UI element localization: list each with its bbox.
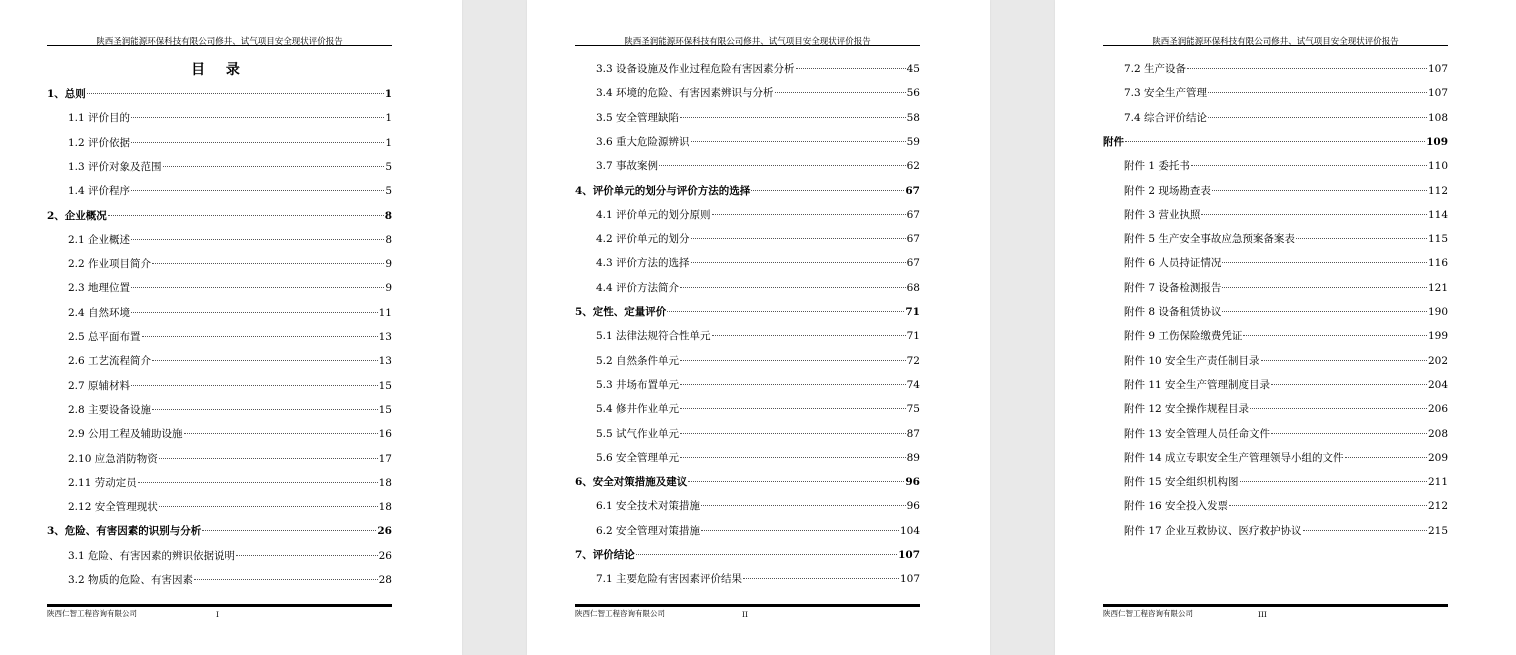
dot-leader (701, 504, 906, 506)
toc-entry-page: 9 (385, 258, 392, 271)
dot-leader (680, 407, 906, 409)
footer-company: 陕西仁智工程咨询有限公司 (47, 609, 137, 618)
dot-leader (743, 577, 899, 579)
toc-section-entry[interactable] (1124, 354, 1448, 368)
toc-entry-title: 附件 16 安全投入发票 (1124, 500, 1229, 513)
toc-entry-page: 15 (378, 379, 392, 392)
dot-leader (131, 384, 378, 386)
toc-section-entry[interactable] (68, 403, 392, 417)
toc-entry-page: 109 (1426, 135, 1448, 148)
toc-entry-title: 4.1 评价单元的划分原则 (596, 208, 711, 221)
toc-entry-title: 7.2 生产设备 (1124, 63, 1187, 75)
toc-entry-page: 107 (899, 573, 920, 586)
dot-leader (680, 432, 906, 434)
toc-entry-title: 7、评价结论 (575, 549, 635, 561)
toc-chapter-entry[interactable] (575, 475, 920, 489)
toc-entry-title: 2.2 作业项目简介 (68, 258, 152, 271)
dot-leader (1229, 504, 1427, 506)
toc-section-entry[interactable] (596, 135, 920, 149)
toc-entry-title: 附件 8 设备租赁协议 (1124, 306, 1222, 318)
header-rule (47, 45, 392, 46)
toc-section-entry[interactable] (1124, 208, 1448, 222)
dot-leader (152, 262, 384, 264)
dot-leader (108, 214, 384, 216)
running-header: 陕西圣润能源环保科技有限公司修井、试气项目安全现状评价报告 (624, 37, 871, 47)
dot-leader (1187, 67, 1427, 69)
toc-entry-title: 附件 11 安全生产管理制度目录 (1124, 378, 1271, 391)
toc-entry-page: 8 (385, 233, 392, 246)
toc-chapter-entry[interactable] (575, 305, 920, 319)
toc-entry-page: 108 (1427, 111, 1448, 124)
toc-entry-page: 202 (1427, 354, 1448, 367)
dot-leader (659, 164, 906, 166)
toc-entry-title: 4、评价单元的划分与评价方法的选择 (575, 184, 751, 197)
dot-leader (691, 261, 906, 263)
toc-entry-page: 190 (1427, 306, 1448, 318)
running-header: 陕西圣润能源环保科技有限公司修井、试气项目安全现状评价报告 (96, 37, 343, 47)
toc-section-entry[interactable] (68, 476, 392, 490)
toc-chapter-entry[interactable] (575, 184, 920, 198)
toc-entry-page: 67 (906, 233, 920, 246)
toc-entry-page: 107 (1427, 87, 1448, 100)
toc-section-entry[interactable] (1124, 305, 1448, 319)
document-page-2 (527, 0, 990, 655)
toc-entry-title: 2、企业概况 (47, 209, 107, 222)
toc-entry-page: 71 (905, 306, 920, 318)
toc-section-entry[interactable] (68, 573, 392, 587)
toc-section-entry[interactable] (68, 452, 392, 466)
toc-entry-page: 74 (906, 378, 920, 391)
dot-leader (1250, 407, 1427, 409)
toc-section-entry[interactable] (596, 572, 920, 586)
toc-entry-page: 212 (1427, 500, 1448, 513)
toc-section-entry[interactable] (1124, 111, 1448, 125)
toc-section-entry[interactable] (1124, 427, 1448, 441)
footer-company: 陕西仁智工程咨询有限公司 (575, 609, 665, 618)
toc-entry-page: 114 (1427, 208, 1448, 221)
toc-section-entry[interactable] (68, 281, 392, 295)
page-number: II (742, 610, 748, 619)
dot-leader (1271, 432, 1427, 434)
toc-entry-title: 附件 17 企业互救协议、医疗救护协议 (1124, 524, 1302, 537)
toc-section-entry[interactable] (596, 427, 920, 441)
toc-entry-page: 5 (385, 160, 392, 173)
toc-section-entry[interactable] (68, 330, 392, 344)
toc-entry-page: 59 (906, 135, 920, 148)
toc-entry-page: 17 (378, 452, 392, 465)
toc-entry-title: 3.7 事故案例 (596, 160, 659, 173)
toc-section-entry[interactable] (1124, 281, 1448, 295)
dot-leader (1261, 359, 1427, 361)
toc-entry-page: 18 (378, 501, 392, 514)
toc-section-entry[interactable] (68, 184, 392, 198)
dot-leader (131, 311, 378, 313)
toc-entry-page: 1 (385, 136, 392, 149)
dot-leader (667, 310, 904, 312)
toc-section-entry[interactable] (1124, 451, 1448, 465)
document-page-1 (0, 0, 462, 655)
toc-entry-page: 13 (378, 331, 392, 343)
dot-leader (131, 286, 384, 288)
toc-section-entry[interactable] (596, 378, 920, 392)
toc-entry-page: 68 (906, 281, 920, 294)
toc-section-entry[interactable] (1124, 159, 1448, 173)
toc-entry-title: 1.1 评价目的 (68, 112, 131, 125)
dot-leader (131, 141, 384, 143)
footer-rule (1103, 604, 1448, 607)
toc-section-entry[interactable] (68, 160, 392, 174)
toc-entry-title: 附件 12 安全操作规程目录 (1124, 403, 1250, 416)
toc-entry-title: 6.2 安全管理对策措施 (596, 524, 701, 537)
toc-entry-page: 199 (1427, 330, 1448, 343)
toc-entry-title: 4.3 评价方法的选择 (596, 257, 690, 270)
toc-section-entry[interactable] (596, 208, 920, 222)
toc-entry-page: 107 (1427, 63, 1448, 75)
dot-leader (236, 554, 378, 556)
dot-leader (1208, 91, 1427, 93)
dot-leader (138, 481, 378, 483)
toc-entry-page: 107 (898, 549, 920, 561)
footer-rule (47, 604, 392, 607)
toc-section-entry[interactable] (1124, 378, 1448, 392)
toc-entry-page: 45 (906, 63, 920, 75)
dot-leader (1243, 334, 1427, 336)
toc-section-entry[interactable] (68, 136, 392, 150)
toc-section-entry[interactable] (1124, 232, 1448, 246)
toc-section-entry[interactable] (68, 111, 392, 125)
toc-entry-title: 2.8 主要设备设施 (68, 403, 152, 416)
toc-section-entry[interactable] (68, 257, 392, 271)
toc-entry-title: 附件 5 生产安全事故应急预案备案表 (1124, 233, 1295, 246)
toc-section-entry[interactable] (596, 159, 920, 173)
toc-entry-page: 87 (906, 427, 920, 440)
toc-entry-page: 58 (906, 111, 920, 124)
toc-entry-page: 96 (905, 476, 920, 489)
dot-leader (152, 359, 378, 361)
dot-leader (1222, 310, 1427, 312)
toc-entry-title: 附件 7 设备检测报告 (1124, 281, 1222, 294)
toc-entry-page: 104 (899, 524, 920, 537)
toc-entry-title: 2.9 公用工程及辅助设施 (68, 428, 183, 441)
toc-entry-title: 5.3 井场布置单元 (596, 378, 680, 391)
toc-section-entry[interactable] (68, 500, 392, 514)
toc-entry-title: 附件 14 成立专职安全生产管理领导小组的文件 (1124, 451, 1344, 464)
dot-leader (796, 67, 906, 69)
dot-leader (712, 334, 906, 336)
toc-section-entry[interactable] (1124, 62, 1448, 76)
toc-entry-title: 附件 1 委托书 (1124, 160, 1190, 173)
toc-entry-page: 13 (378, 355, 392, 368)
toc-entry-page: 67 (906, 257, 920, 270)
toc-entry-title: 附件 (1103, 135, 1124, 148)
header-rule (1103, 45, 1448, 46)
toc-entry-page: 121 (1427, 281, 1448, 294)
toc-entry-title: 3.2 物质的危险、有害因素 (68, 574, 194, 586)
toc-entry-title: 6.1 安全技术对策措施 (596, 500, 701, 513)
toc-entry-page: 116 (1427, 257, 1448, 270)
toc-entry-title: 5.2 自然条件单元 (596, 354, 680, 367)
toc-chapter-entry[interactable] (1103, 135, 1448, 149)
toc-entry-title: 附件 9 工伤保险缴费凭证 (1124, 330, 1243, 343)
toc-section-entry[interactable] (596, 232, 920, 246)
dot-leader (131, 189, 384, 191)
toc-entry-title: 3.3 设备设施及作业过程危险有害因素分析 (596, 63, 795, 75)
toc-entry-title: 6、安全对策措施及建议 (575, 476, 688, 489)
dot-leader (680, 383, 906, 385)
toc-section-entry[interactable] (68, 354, 392, 368)
dot-leader (680, 286, 906, 288)
running-header: 陕西圣润能源环保科技有限公司修井、试气项目安全现状评价报告 (1152, 37, 1399, 47)
dot-leader (184, 432, 378, 434)
toc-entry-title: 7.3 安全生产管理 (1124, 87, 1208, 100)
toc-entry-title: 3.1 危险、有害因素的辨识依据说明 (68, 549, 236, 562)
toc-entry-title: 4.2 评价单元的划分 (596, 233, 690, 246)
toc-entry-page: 62 (906, 160, 920, 173)
toc-entry-title: 2.1 企业概述 (68, 233, 131, 246)
toc-section-entry[interactable] (68, 427, 392, 441)
dot-leader (87, 92, 384, 94)
toc-entry-title: 5.1 法律法规符合性单元 (596, 330, 711, 343)
toc-section-entry[interactable] (1124, 402, 1448, 416)
toc-title: 目 录 (191, 62, 248, 78)
dot-leader (691, 140, 906, 142)
toc-chapter-entry[interactable] (575, 548, 920, 562)
dot-leader (1191, 164, 1427, 166)
toc-entry-title: 5.6 安全管理单元 (596, 451, 680, 464)
toc-entry-title: 附件 15 安全组织机构图 (1124, 476, 1239, 489)
dot-leader (680, 359, 906, 361)
toc-entry-page: 11 (378, 306, 392, 319)
toc-entry-title: 附件 3 营业执照 (1124, 208, 1201, 221)
toc-entry-page: 56 (906, 87, 920, 100)
toc-entry-title: 2.5 总平面布置 (68, 331, 141, 343)
toc-entry-page: 67 (905, 184, 920, 197)
dot-leader (194, 578, 378, 580)
footer-rule (575, 604, 920, 607)
toc-entry-title: 2.6 工艺流程简介 (68, 355, 152, 368)
toc-section-entry[interactable] (1124, 86, 1448, 100)
toc-section-entry[interactable] (596, 329, 920, 343)
toc-entry-page: 72 (906, 354, 920, 367)
page-number: III (1258, 610, 1267, 619)
toc-entry-title: 5、定性、定量评价 (575, 306, 667, 318)
toc-entry-page: 1 (384, 88, 392, 100)
toc-section-entry[interactable] (68, 549, 392, 563)
dot-leader (159, 457, 378, 459)
toc-section-entry[interactable] (596, 524, 920, 538)
toc-chapter-entry[interactable] (47, 87, 392, 101)
dot-leader (751, 189, 904, 191)
toc-entry-title: 附件 10 安全生产责任制目录 (1124, 354, 1260, 367)
toc-entry-title: 7.1 主要危险有害因素评价结果 (596, 573, 743, 586)
toc-section-entry[interactable] (596, 451, 920, 465)
header-rule (575, 45, 920, 46)
toc-section-entry[interactable] (596, 402, 920, 416)
toc-entry-title: 3.5 安全管理缺陷 (596, 111, 680, 124)
toc-entry-page: 209 (1427, 451, 1448, 464)
toc-entry-page: 208 (1427, 427, 1448, 440)
dot-leader (142, 335, 378, 337)
toc-section-entry[interactable] (1124, 524, 1448, 538)
toc-section-entry[interactable] (596, 86, 920, 100)
document-page-3 (1055, 0, 1516, 655)
toc-entry-title: 2.12 安全管理现状 (68, 501, 158, 514)
toc-section-entry[interactable] (1124, 329, 1448, 343)
toc-entry-title: 1、总则 (47, 88, 86, 100)
toc-entry-page: 8 (384, 209, 392, 222)
toc-entry-title: 5.4 修井作业单元 (596, 403, 680, 416)
toc-entry-title: 1.4 评价程序 (68, 185, 131, 198)
toc-entry-page: 1 (385, 112, 392, 125)
dot-leader (1271, 383, 1427, 385)
toc-entry-page: 15 (378, 403, 392, 416)
dot-leader (636, 553, 897, 555)
dot-leader (712, 213, 906, 215)
toc-section-entry[interactable] (596, 111, 920, 125)
toc-entry-title: 3.6 重大危险源辨识 (596, 135, 690, 148)
toc-entry-page: 18 (378, 476, 392, 489)
toc-section-entry[interactable] (1124, 256, 1448, 270)
dot-leader (159, 505, 378, 507)
toc-entry-title: 附件 6 人员持证情况 (1124, 257, 1222, 270)
dot-leader (1303, 529, 1427, 531)
toc-entry-title: 附件 2 现场勘查表 (1124, 184, 1211, 197)
dot-leader (1222, 261, 1427, 263)
toc-chapter-entry[interactable] (47, 209, 392, 223)
toc-entry-page: 16 (378, 428, 392, 441)
dot-leader (680, 456, 906, 458)
toc-section-entry[interactable] (596, 62, 920, 76)
toc-entry-title: 3、危险、有害因素的识别与分析 (47, 525, 202, 538)
toc-entry-page: 110 (1427, 160, 1448, 173)
toc-entry-title: 2.4 自然环境 (68, 306, 131, 319)
dot-leader (1345, 456, 1427, 458)
toc-entry-title: 5.5 试气作业单元 (596, 427, 680, 440)
toc-section-entry[interactable] (596, 281, 920, 295)
dot-leader (1222, 286, 1427, 288)
dot-leader (1240, 480, 1427, 482)
toc-section-entry[interactable] (596, 499, 920, 513)
dot-leader (202, 529, 376, 531)
toc-entry-title: 2.11 劳动定员 (68, 476, 137, 489)
toc-entry-title: 2.7 原辅材料 (68, 379, 131, 392)
dot-leader (691, 237, 906, 239)
toc-entry-page: 9 (385, 282, 392, 295)
toc-section-entry[interactable] (1124, 475, 1448, 489)
toc-entry-page: 71 (906, 330, 920, 343)
toc-entry-title: 1.3 评价对象及范围 (68, 160, 162, 173)
toc-section-entry[interactable] (68, 306, 392, 320)
toc-entry-page: 26 (378, 549, 392, 562)
toc-entry-page: 75 (906, 403, 920, 416)
toc-entry-page: 26 (377, 525, 392, 538)
dot-leader (1125, 140, 1425, 142)
dot-leader (1212, 189, 1427, 191)
footer-company: 陕西仁智工程咨询有限公司 (1103, 609, 1193, 618)
toc-entry-page: 206 (1427, 403, 1448, 416)
toc-entry-page: 112 (1427, 184, 1448, 197)
toc-entry-title: 2.3 地理位置 (68, 282, 131, 295)
dot-leader (680, 116, 906, 118)
toc-entry-title: 7.4 综合评价结论 (1124, 111, 1208, 124)
toc-entry-page: 215 (1427, 524, 1448, 537)
dot-leader (775, 91, 906, 93)
dot-leader (701, 529, 899, 531)
toc-entry-page: 96 (906, 500, 920, 513)
toc-entry-title: 4.4 评价方法简介 (596, 281, 680, 294)
dot-leader (152, 408, 378, 410)
toc-chapter-entry[interactable] (47, 524, 392, 538)
toc-entry-title: 附件 13 安全管理人员任命文件 (1124, 427, 1271, 440)
dot-leader (1208, 116, 1427, 118)
dot-leader (1201, 213, 1427, 215)
page-number: I (216, 610, 219, 619)
dot-leader (688, 480, 904, 482)
dot-leader (163, 165, 385, 167)
toc-section-entry[interactable] (596, 256, 920, 270)
toc-entry-page: 5 (385, 185, 392, 198)
toc-section-entry[interactable] (68, 379, 392, 393)
toc-entry-page: 28 (378, 574, 392, 586)
toc-entry-page: 211 (1427, 476, 1448, 489)
toc-section-entry[interactable] (68, 233, 392, 247)
toc-entry-title: 1.2 评价依据 (68, 136, 131, 149)
toc-section-entry[interactable] (1124, 184, 1448, 198)
dot-leader (131, 238, 384, 240)
dot-leader (1296, 237, 1427, 239)
dot-leader (131, 116, 384, 118)
toc-entry-page: 89 (906, 451, 920, 464)
toc-entry-title: 2.10 应急消防物资 (68, 452, 158, 465)
toc-section-entry[interactable] (596, 354, 920, 368)
toc-entry-title: 3.4 环境的危险、有害因素辨识与分析 (596, 87, 774, 100)
toc-entry-page: 115 (1427, 233, 1448, 246)
toc-section-entry[interactable] (1124, 499, 1448, 513)
toc-entry-page: 67 (906, 208, 920, 221)
toc-entry-page: 204 (1427, 378, 1448, 391)
